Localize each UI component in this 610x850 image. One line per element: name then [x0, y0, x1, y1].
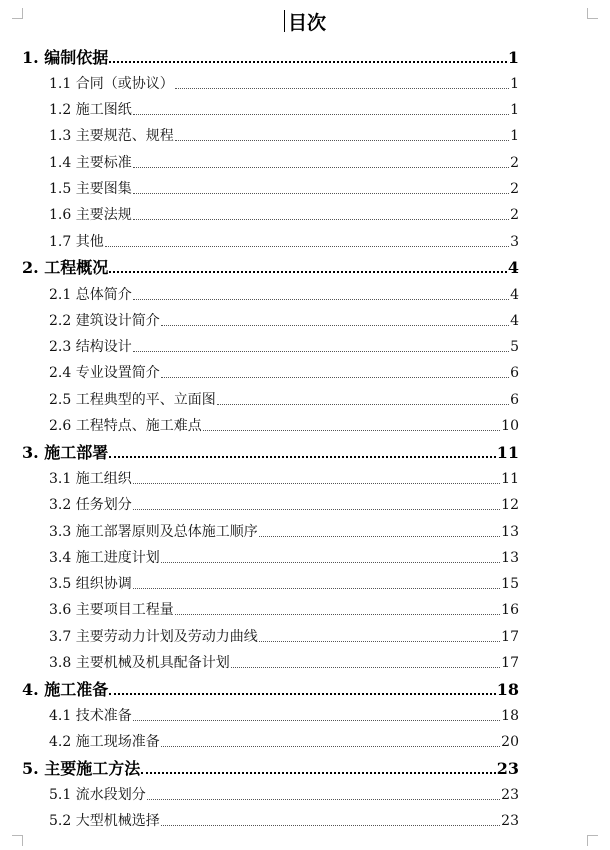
page-title[interactable]	[284, 8, 326, 35]
toc-entry-label: 2.2 建筑设计简介	[49, 312, 160, 329]
toc-dot-leader	[175, 614, 500, 615]
toc-page-number: 20	[501, 734, 519, 751]
toc-page-number: 1	[510, 128, 519, 145]
toc-dot-leader	[161, 746, 500, 747]
toc-page-number: 11	[496, 442, 519, 462]
toc-dot-leader	[175, 88, 509, 89]
toc-section-entry[interactable]	[22, 463, 519, 489]
toc-entry-label: 3.1 施工组织	[49, 470, 132, 487]
toc-entry-label: 2.4 专业设置简介	[49, 365, 160, 382]
toc-section-entry[interactable]	[22, 305, 519, 331]
toc-section-entry[interactable]	[22, 383, 519, 409]
toc-dot-leader	[231, 667, 500, 668]
toc-dot-leader	[203, 430, 500, 431]
toc-entry-label: 4. 施工准备	[22, 679, 109, 699]
toc-section-entry[interactable]	[22, 68, 519, 94]
toc-chapter-entry[interactable]	[22, 252, 519, 279]
toc-section-entry[interactable]	[22, 805, 519, 831]
toc-page-number: 10	[501, 418, 519, 435]
toc-entry-label: 3.4 施工进度计划	[49, 549, 160, 566]
toc-section-entry[interactable]	[22, 620, 519, 646]
toc-page-number: 4	[510, 286, 519, 303]
toc-page-number: 3	[510, 233, 519, 250]
toc-page-number: 1	[510, 102, 519, 119]
toc-dot-leader	[109, 61, 507, 63]
toc-dot-leader	[175, 140, 509, 141]
toc-dot-leader	[133, 351, 509, 352]
toc-entry-label: 1.7 其他	[49, 233, 104, 250]
toc-section-entry[interactable]	[22, 120, 519, 146]
page-title-text: 目次	[287, 12, 326, 34]
text-cursor	[284, 10, 285, 32]
toc-dot-leader	[133, 114, 509, 115]
toc-section-entry[interactable]	[22, 94, 519, 120]
toc-section-entry[interactable]	[22, 726, 519, 752]
toc-entry-label: 1. 编制依据	[22, 47, 109, 67]
toc-dot-leader	[259, 641, 500, 642]
toc-page-number: 23	[501, 787, 519, 804]
toc-section-entry[interactable]	[22, 489, 519, 515]
toc-dot-leader	[133, 299, 509, 300]
toc-page-number: 4	[510, 312, 519, 329]
toc-section-entry[interactable]	[22, 278, 519, 304]
toc-chapter-entry[interactable]	[22, 436, 519, 463]
toc-entry-label: 3.3 施工部署原则及总体施工顺序	[49, 523, 258, 540]
toc-section-entry[interactable]	[22, 542, 519, 568]
toc-section-entry[interactable]	[22, 410, 519, 436]
toc-entry-label: 3.2 任务划分	[49, 497, 132, 514]
toc-entry-label: 2.6 工程特点、施工难点	[49, 418, 202, 435]
toc-page-number: 13	[501, 549, 519, 566]
toc-dot-leader	[105, 246, 509, 247]
toc-section-entry[interactable]	[22, 779, 519, 805]
table-of-contents	[22, 41, 519, 831]
toc-entry-label: 4.2 施工现场准备	[49, 734, 160, 751]
toc-entry-label: 1.2 施工图纸	[49, 102, 132, 119]
toc-entry-label: 3. 施工部署	[22, 442, 109, 462]
toc-dot-leader	[109, 456, 495, 458]
toc-dot-leader	[161, 825, 500, 826]
toc-dot-leader	[133, 483, 500, 484]
toc-dot-leader	[161, 377, 509, 378]
toc-dot-leader	[109, 271, 507, 273]
toc-dot-leader	[141, 772, 495, 774]
toc-section-entry[interactable]	[22, 568, 519, 594]
toc-page-number: 2	[510, 181, 519, 198]
toc-section-entry[interactable]	[22, 594, 519, 620]
toc-entry-label: 1.6 主要法规	[49, 207, 132, 224]
toc-dot-leader	[133, 193, 509, 194]
toc-chapter-entry[interactable]	[22, 752, 519, 779]
toc-section-entry[interactable]	[22, 357, 519, 383]
toc-page-number: 16	[501, 602, 519, 619]
toc-entry-label: 2. 工程概况	[22, 258, 109, 278]
toc-dot-leader	[147, 799, 500, 800]
toc-page-number: 5	[510, 339, 519, 356]
toc-entry-label: 5.1 流水段划分	[49, 787, 146, 804]
toc-page-number: 2	[510, 154, 519, 171]
toc-entry-label: 2.1 总体简介	[49, 286, 132, 303]
toc-page-number: 18	[501, 707, 519, 724]
toc-dot-leader	[133, 219, 509, 220]
toc-page-number: 4	[507, 258, 519, 278]
toc-entry-label: 2.5 工程典型的平、立面图	[49, 391, 216, 408]
toc-entry-label: 4.1 技术准备	[49, 707, 132, 724]
toc-entry-label: 1.1 合同（或协议）	[49, 75, 174, 92]
toc-section-entry[interactable]	[22, 146, 519, 172]
toc-page-number: 18	[496, 679, 519, 699]
toc-page-number: 12	[501, 497, 519, 514]
toc-page-number: 11	[501, 470, 519, 487]
toc-dot-leader	[259, 536, 500, 537]
toc-page-number: 17	[501, 628, 519, 645]
page-corner-bottom-left	[12, 835, 23, 846]
toc-section-entry[interactable]	[22, 700, 519, 726]
toc-dot-leader	[133, 720, 500, 721]
toc-entry-label: 1.4 主要标准	[49, 154, 132, 171]
toc-section-entry[interactable]	[22, 199, 519, 225]
page-corner-bottom-right	[587, 835, 598, 846]
toc-page-number: 2	[510, 207, 519, 224]
toc-page-number: 23	[496, 758, 519, 778]
toc-dot-leader	[109, 693, 495, 695]
toc-chapter-entry[interactable]	[22, 41, 519, 68]
toc-entry-label: 3.8 主要机械及机具配备计划	[49, 655, 230, 672]
toc-entry-label: 1.5 主要图集	[49, 181, 132, 198]
toc-page-number: 6	[510, 391, 519, 408]
toc-entry-label: 2.3 结构设计	[49, 339, 132, 356]
toc-page-number: 1	[507, 47, 519, 67]
toc-section-entry[interactable]	[22, 515, 519, 541]
title-area	[0, 8, 610, 35]
toc-entry-label: 3.5 组织协调	[49, 576, 132, 593]
toc-dot-leader	[161, 562, 500, 563]
toc-dot-leader	[133, 167, 509, 168]
toc-page-number: 1	[510, 75, 519, 92]
toc-dot-leader	[133, 509, 500, 510]
toc-page-number: 17	[501, 655, 519, 672]
toc-chapter-entry[interactable]	[22, 673, 519, 700]
toc-page-number: 23	[501, 813, 519, 830]
toc-entry-label: 5.2 大型机械选择	[49, 813, 160, 830]
toc-entry-label: 5. 主要施工方法	[22, 758, 141, 778]
toc-page-number: 15	[501, 576, 519, 593]
toc-dot-leader	[133, 588, 500, 589]
toc-section-entry[interactable]	[22, 225, 519, 251]
toc-section-entry[interactable]	[22, 331, 519, 357]
toc-entry-label: 3.7 主要劳动力计划及劳动力曲线	[49, 628, 258, 645]
toc-entry-label: 1.3 主要规范、规程	[49, 128, 174, 145]
toc-section-entry[interactable]	[22, 173, 519, 199]
toc-page-number: 6	[510, 365, 519, 382]
toc-section-entry[interactable]	[22, 647, 519, 673]
toc-dot-leader	[161, 325, 509, 326]
toc-dot-leader	[217, 404, 509, 405]
toc-entry-label: 3.6 主要项目工程量	[49, 602, 174, 619]
toc-page-number: 13	[501, 523, 519, 540]
